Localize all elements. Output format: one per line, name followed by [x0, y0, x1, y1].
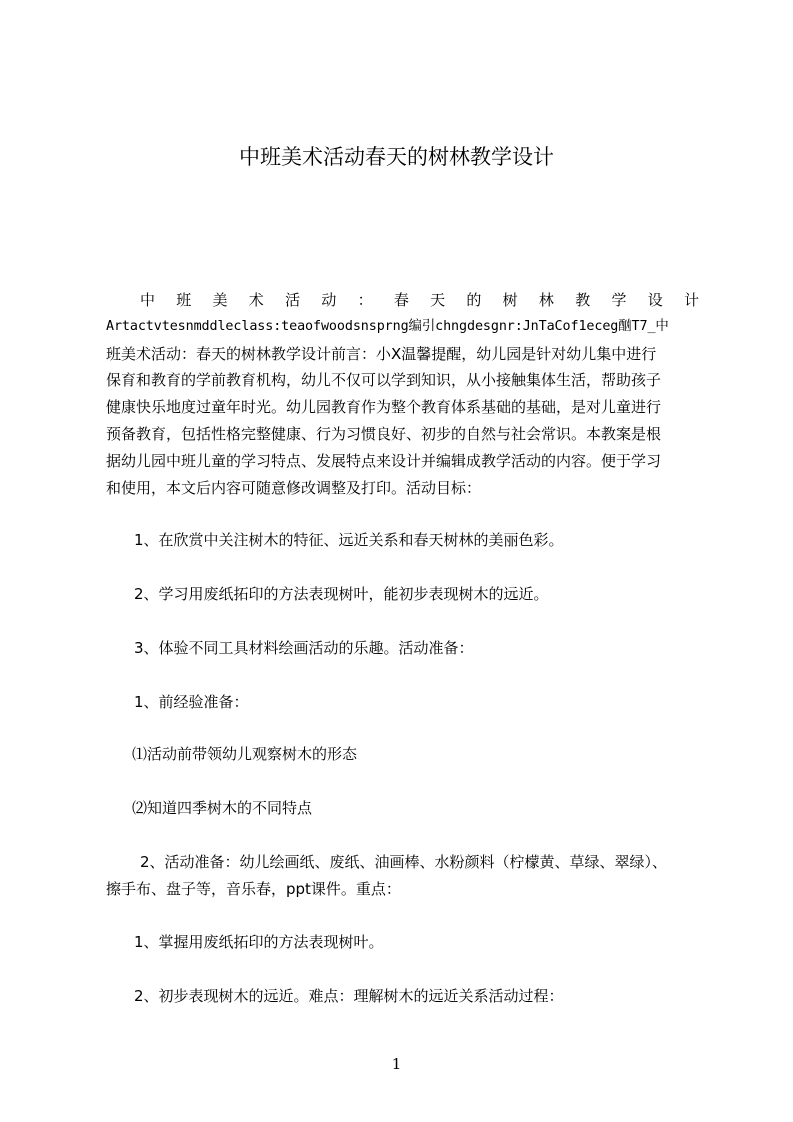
intro-line: 中 班 美 术 活 动 ： 春 天 的 树 林 教 学 设 计 [140, 291, 699, 309]
intro-line: 和使用，本文后内容可随意修改调整及打印。活动目标： [106, 478, 482, 497]
intro-line: 班美术活动：春天的树林教学设计前言：小X温馨提醒，幼儿园是针对幼儿集中进行 [106, 344, 657, 363]
goal-item-2: 2、学习用废纸拓印的方法表现树叶，能初步表现树木的远近。 [134, 585, 549, 603]
prep-item-1: 1、前经验准备： [134, 693, 249, 711]
document-title: 中班美术活动春天的树林教学设计 [239, 145, 554, 169]
goal-item-3: 3、体验不同工具材料绘画活动的乐趣。活动准备： [134, 639, 474, 657]
prep-subitem-1: ⑴活动前带领幼儿观察树木的形态 [132, 745, 358, 763]
prep-item-2-line2: 擦手布、盘子等，音乐春，ppt课件。重点： [106, 879, 401, 898]
intro-line: 预备教育，包括性格完整健康、行为习惯良好、初步的自然与社会常识。本教案是根 [106, 424, 662, 443]
intro-line: 健康快乐地度过童年时光。幼儿园教育作为整个教育体系基础的基础，是对儿童进行 [106, 398, 662, 417]
intro-paragraph [106, 287, 699, 501]
intro-line: 据幼儿园中班儿童的学习特点、发展特点来设计并编辑成教学活动的内容。便于学习 [106, 451, 662, 470]
intro-line: 保育和教育的学前教育机构，幼儿不仅可以学到知识，从小接触集体生活，帮助孩子 [106, 371, 662, 390]
intro-line: Artactvtesnmddleclass:teaofwoodsnsprng编引chngdesgnr:JnTaCof1eceg酗T7_中 [106, 318, 669, 334]
prep-subitem-2: ⑵知道四季树木的不同特点 [132, 799, 313, 817]
prep-item-2 [106, 849, 699, 903]
prep-item-2-line1: 2、活动准备：幼儿绘画纸、废纸、油画棒、水粉颜料（柠檬黄、草绿、翠绿）、 [140, 853, 668, 871]
page-number: 1 [391, 1055, 402, 1073]
key-point-1: 1、掌握用废纸拓印的方法表现树叶。 [134, 933, 384, 951]
key-point-2: 2、初步表现树木的远近。难点：理解树木的远近关系活动过程： [134, 987, 564, 1005]
goal-item-1: 1、在欣赏中关注树木的特征、远近关系和春天树林的美丽色彩。 [134, 531, 564, 549]
